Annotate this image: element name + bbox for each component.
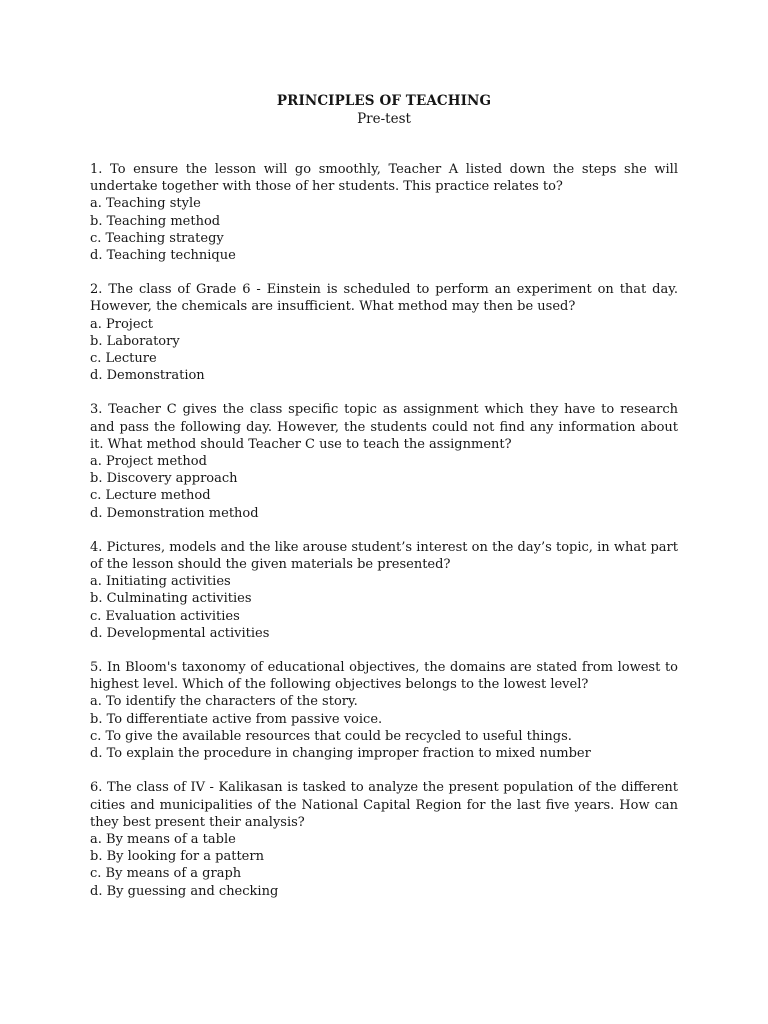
choice-b: b. Teaching method xyxy=(90,213,221,229)
choice-d: d. Demonstration xyxy=(90,368,205,384)
choice-d: d. To explain the procedure in changing improper fraction to mixed number xyxy=(90,746,591,762)
choice-b: b. Laboratory xyxy=(90,333,180,349)
choice-c: c. To give the available resources that could be recycled to useful things. xyxy=(90,728,572,744)
choice-c: c. By means of a graph xyxy=(90,866,242,882)
choice-c: c. Lecture method xyxy=(90,488,211,504)
question-stem: 1. To ensure the lesson will go smoothly, Teacher A listed down the steps she will undertake together with those of her students. This practice relates to? xyxy=(90,162,678,195)
question-3 xyxy=(90,401,678,521)
choice-d: d. By guessing and checking xyxy=(90,883,279,899)
choice-a: a. To identify the characters of the story. xyxy=(90,694,358,710)
choice-a: a. By means of a table xyxy=(90,831,236,847)
choice-b: b. Discovery approach xyxy=(90,471,238,487)
question-2 xyxy=(90,281,678,384)
document-subtitle: Pre-test xyxy=(357,111,411,127)
choice-a: a. Project xyxy=(90,316,154,332)
question-4 xyxy=(90,539,678,642)
choice-c: c. Teaching strategy xyxy=(90,230,224,246)
document-title: PRINCIPLES OF TEACHING xyxy=(276,93,492,109)
question-stem: 6. The class of IV - Kalikasan is tasked to analyze the present population of the different cities and municipalities of the National Capital Region for the last five years. How can they best present their analysis? xyxy=(90,780,678,830)
choice-b: b. To differentiate active from passive voice. xyxy=(90,711,383,727)
choice-c: c. Evaluation activities xyxy=(90,608,240,624)
choice-a: a. Teaching style xyxy=(90,196,201,212)
choice-d: d. Demonstration method xyxy=(90,505,259,521)
question-1 xyxy=(90,161,678,264)
choice-b: b. By looking for a pattern xyxy=(90,849,264,865)
choice-c: c. Lecture xyxy=(90,351,157,367)
question-6 xyxy=(90,779,678,899)
choice-d: d. Developmental activities xyxy=(90,625,270,641)
choice-b: b. Culminating activities xyxy=(90,591,252,607)
question-stem: 5. In Bloom's taxonomy of educational objectives, the domains are stated from lowest to highest level. Which of the following objectives belongs to the lowest level? xyxy=(90,660,678,693)
choice-d: d. Teaching technique xyxy=(90,248,236,264)
question-stem: 3. Teacher C gives the class specific topic as assignment which they have to research and pass the following day. However, the students could not find any information about it. What method should Teacher C use to teach the assignment? xyxy=(90,402,678,452)
question-stem: 4. Pictures, models and the like arouse student’s interest on the day’s topic, in what part of the lesson should the given materials be presented? xyxy=(90,539,678,573)
choice-a: a. Initiating activities xyxy=(90,574,231,590)
question-stem: 2. The class of Grade 6 - Einstein is scheduled to perform an experiment on that day. However, the chemicals are insufficient. What method may then be used? xyxy=(90,282,678,315)
question-list xyxy=(90,161,678,900)
choice-a: a. Project method xyxy=(90,454,207,470)
question-5 xyxy=(90,659,678,762)
